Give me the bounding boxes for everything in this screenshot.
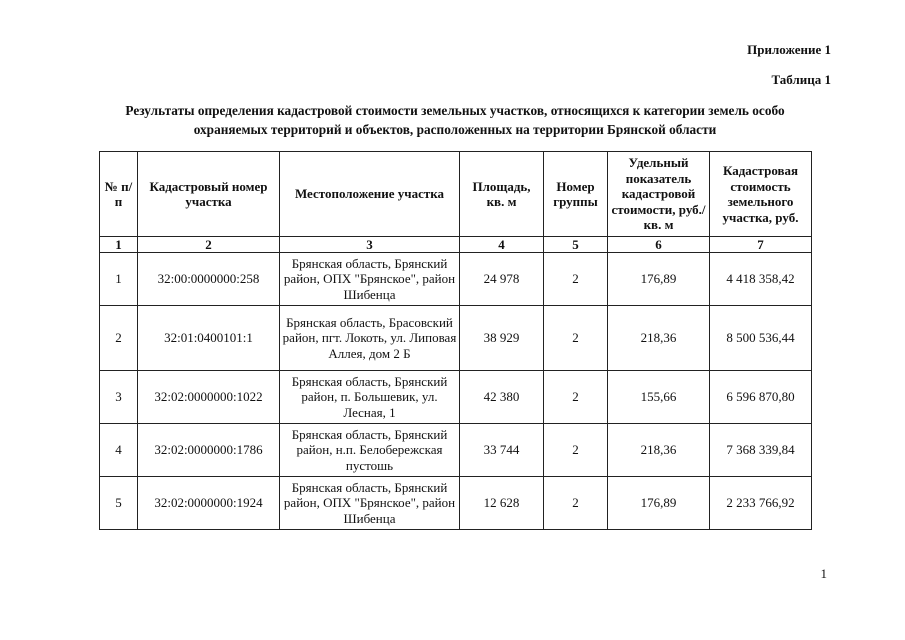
row-number-cell: 4 [100, 424, 138, 477]
group-cell: 2 [544, 477, 608, 530]
rate-cell: 218,36 [608, 306, 710, 371]
column-header: Кадастровая стоимость земельного участка, руб. [710, 152, 812, 237]
table-number-label: Таблица 1 [771, 72, 831, 87]
column-header: № п/п [100, 152, 138, 237]
column-header: Номер группы [544, 152, 608, 237]
area-cell: 42 380 [460, 371, 544, 424]
value-cell: 8 500 536,44 [710, 306, 812, 371]
rate-cell: 176,89 [608, 253, 710, 306]
column-number-row [100, 237, 812, 253]
row-number-cell: 3 [100, 371, 138, 424]
column-header: Кадастровый номер участка [138, 152, 280, 237]
cadastral-number-cell: 32:02:0000000:1924 [138, 477, 280, 530]
group-cell: 2 [544, 424, 608, 477]
rate-cell: 176,89 [608, 477, 710, 530]
column-header: Местоположение участка [280, 152, 460, 237]
value-cell: 4 418 358,42 [710, 253, 812, 306]
table-row [100, 371, 812, 424]
rate-cell: 155,66 [608, 371, 710, 424]
document-title: Результаты определения кадастровой стоимости земельных участков, относящихся к категории земель особо охраняемых территорий и объектов, расположенных на территории Брянской области [125, 103, 785, 137]
location-cell: Брянская область, Брянский район, п. Большевик, ул. Лесная, 1 [280, 371, 460, 424]
location-cell: Брянская область, Брянский район, ОПХ "Брянское", район Шибенца [280, 477, 460, 530]
area-cell: 33 744 [460, 424, 544, 477]
table-row [100, 477, 812, 530]
value-cell: 2 233 766,92 [710, 477, 812, 530]
rate-cell: 218,36 [608, 424, 710, 477]
column-number: 3 [280, 237, 460, 253]
row-number-cell: 5 [100, 477, 138, 530]
cadastral-number-cell: 32:01:0400101:1 [138, 306, 280, 371]
column-number: 1 [100, 237, 138, 253]
cadastral-value-table [99, 151, 812, 530]
group-cell: 2 [544, 371, 608, 424]
group-cell: 2 [544, 306, 608, 371]
column-number: 6 [608, 237, 710, 253]
area-cell: 12 628 [460, 477, 544, 530]
column-number: 2 [138, 237, 280, 253]
column-header: Удельный показатель кадастровой стоимости, руб./кв. м [608, 152, 710, 237]
column-number: 4 [460, 237, 544, 253]
table-header-row [100, 152, 812, 237]
column-number: 7 [710, 237, 812, 253]
table-row [100, 424, 812, 477]
location-cell: Брянская область, Брянский район, ОПХ "Брянское", район Шибенца [280, 253, 460, 306]
row-number-cell: 1 [100, 253, 138, 306]
column-header: Площадь, кв. м [460, 152, 544, 237]
page-number: 1 [820, 566, 827, 581]
cadastral-number-cell: 32:00:0000000:258 [138, 253, 280, 306]
area-cell: 38 929 [460, 306, 544, 371]
value-cell: 7 368 339,84 [710, 424, 812, 477]
table-row [100, 253, 812, 306]
cadastral-number-cell: 32:02:0000000:1022 [138, 371, 280, 424]
value-cell: 6 596 870,80 [710, 371, 812, 424]
location-cell: Брянская область, Брянский район, н.п. Белобережская пустошь [280, 424, 460, 477]
area-cell: 24 978 [460, 253, 544, 306]
column-number: 5 [544, 237, 608, 253]
cadastral-number-cell: 32:02:0000000:1786 [138, 424, 280, 477]
appendix-label: Приложение 1 [747, 42, 831, 57]
row-number-cell: 2 [100, 306, 138, 371]
group-cell: 2 [544, 253, 608, 306]
location-cell: Брянская область, Брасовский район, пгт. Локоть, ул. Липовая Аллея, дом 2 Б [280, 306, 460, 371]
table-row [100, 306, 812, 371]
